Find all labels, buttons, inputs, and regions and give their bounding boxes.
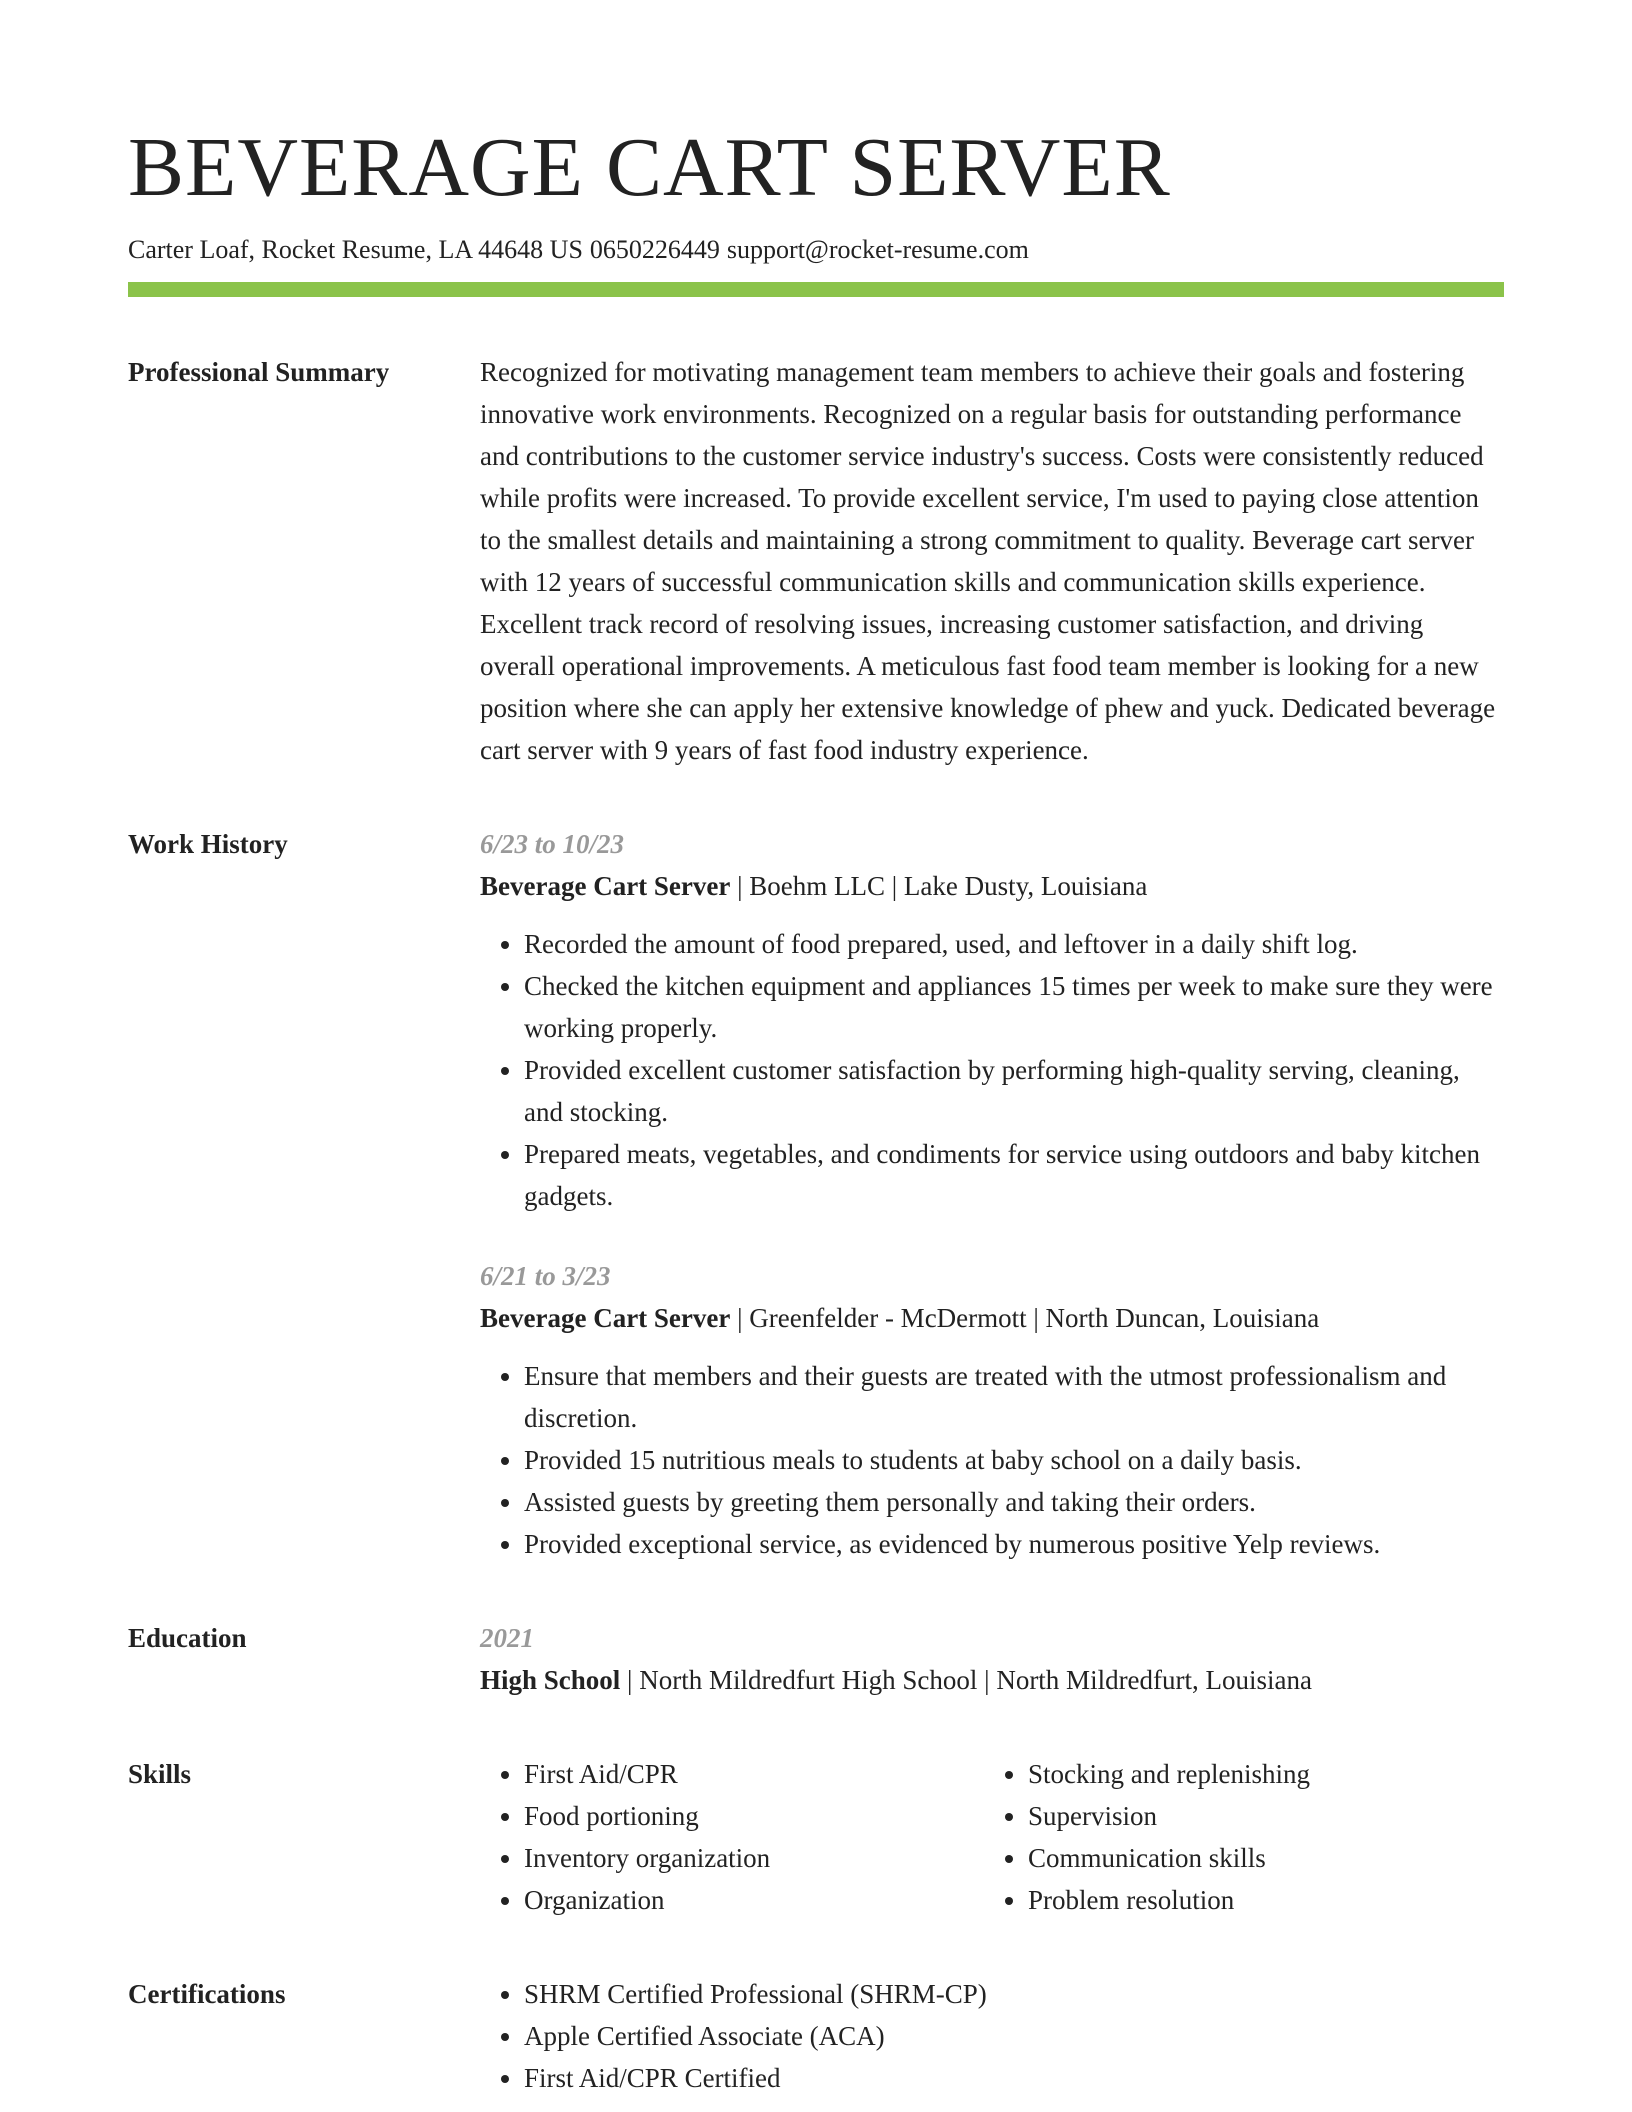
summary-section [128, 351, 1504, 771]
job-bullet: • Provided 15 nutritious meals to students at baby school on a daily basis. [524, 1439, 1504, 1481]
work-history-heading: Work History [128, 829, 288, 859]
skills-column-left [480, 1753, 984, 1921]
job-bullet: • Assisted guests by greeting them personally and taking their orders. [524, 1481, 1504, 1523]
certification-item: • Apple Certified Associate (ACA) [524, 2015, 1504, 2057]
skills-column-right [984, 1753, 1488, 1921]
job-bullet: • Checked the kitchen equipment and appliances 15 times per week to make sure they were working properly. [524, 965, 1504, 1049]
certifications-heading: Certifications [128, 1979, 286, 2009]
certification-item: • SHRM Certified Professional (SHRM-CP) [524, 1973, 1504, 2015]
skills-section [128, 1753, 1504, 1921]
certifications-section [128, 1973, 1504, 2099]
summary-heading: Professional Summary [128, 357, 390, 387]
job-details: | Boehm LLC | Lake Dusty, Louisiana [730, 871, 1148, 901]
certification-item: • First Aid/CPR Certified [524, 2057, 1504, 2099]
job-bullets [480, 1355, 1504, 1565]
skill-item: • Supervision [1028, 1795, 1488, 1837]
job-bullet: • Provided excellent customer satisfaction by performing high-quality serving, cleaning, and stocking. [524, 1049, 1504, 1133]
education-year: 2021 [480, 1623, 534, 1653]
header-divider [128, 282, 1504, 297]
skill-item: • Problem resolution [1028, 1879, 1488, 1921]
skill-item: • Communication skills [1028, 1837, 1488, 1879]
education-heading: Education [128, 1623, 247, 1653]
job-entry [480, 823, 1504, 1217]
skills-heading: Skills [128, 1759, 192, 1789]
job-bullet: • Recorded the amount of food prepared, used, and leftover in a daily shift log. [524, 923, 1504, 965]
job-bullet: • Prepared meats, vegetables, and condiments for service using outdoors and baby kitchen gadgets. [524, 1133, 1504, 1217]
job-role-line [480, 1297, 1504, 1339]
job-bullet: • Ensure that members and their guests are treated with the utmost professionalism and discretion. [524, 1355, 1504, 1439]
contact-phone: 0650226449 [589, 235, 720, 264]
job-role: Beverage Cart Server [480, 871, 731, 901]
job-dates: 6/23 to 10/23 [480, 829, 625, 859]
contact-email: support@rocket-resume.com [726, 235, 1029, 264]
certifications-list [480, 1973, 1504, 2099]
job-bullets [480, 923, 1504, 1217]
job-dates: 6/21 to 3/23 [480, 1261, 611, 1291]
job-role-line [480, 865, 1504, 907]
skill-item: • Inventory organization [524, 1837, 984, 1879]
skill-item: • First Aid/CPR [524, 1753, 984, 1795]
work-history-section [128, 823, 1504, 1565]
education-degree: High School [480, 1665, 621, 1695]
contact-line [128, 232, 1504, 268]
education-line [480, 1659, 1504, 1701]
contact-address: Carter Loaf, Rocket Resume, LA 44648 US [128, 235, 583, 264]
resume-title: BEVERAGE CART SERVER [128, 121, 1171, 214]
skills-grid [480, 1753, 1504, 1921]
education-details: | North Mildredfurt High School | North Mildredfurt, Louisiana [620, 1665, 1313, 1695]
skill-item: • Stocking and replenishing [1028, 1753, 1488, 1795]
job-bullet: • Provided exceptional service, as evidenced by numerous positive Yelp reviews. [524, 1523, 1504, 1565]
education-section [128, 1617, 1504, 1701]
skill-item: • Organization [524, 1879, 984, 1921]
summary-text: Recognized for motivating management team members to achieve their goals and fostering innovative work environments. Recognized on a regular basis for outstanding performance and contributions to the customer service industry's success. Costs were consistently reduced while profits were increased. To provide excellent service, I'm used to paying close attention to the smallest details and maintaining a strong commitment to quality. Beverage cart server with 12 years of successful communication skills and communication skills experience. Excellent track record of resolving issues, increasing customer satisfaction, and driving overall operational improvements. A meticulous fast food team member is looking for a new position where she can apply her extensive knowledge of phew and yuck. Dedicated beverage cart server with 9 years of fast food industry experience. [480, 357, 1496, 765]
job-details: | Greenfelder - McDermott | North Duncan, Louisiana [730, 1303, 1320, 1333]
job-role: Beverage Cart Server [480, 1303, 731, 1333]
job-entry [480, 1255, 1504, 1565]
skill-item: • Food portioning [524, 1795, 984, 1837]
